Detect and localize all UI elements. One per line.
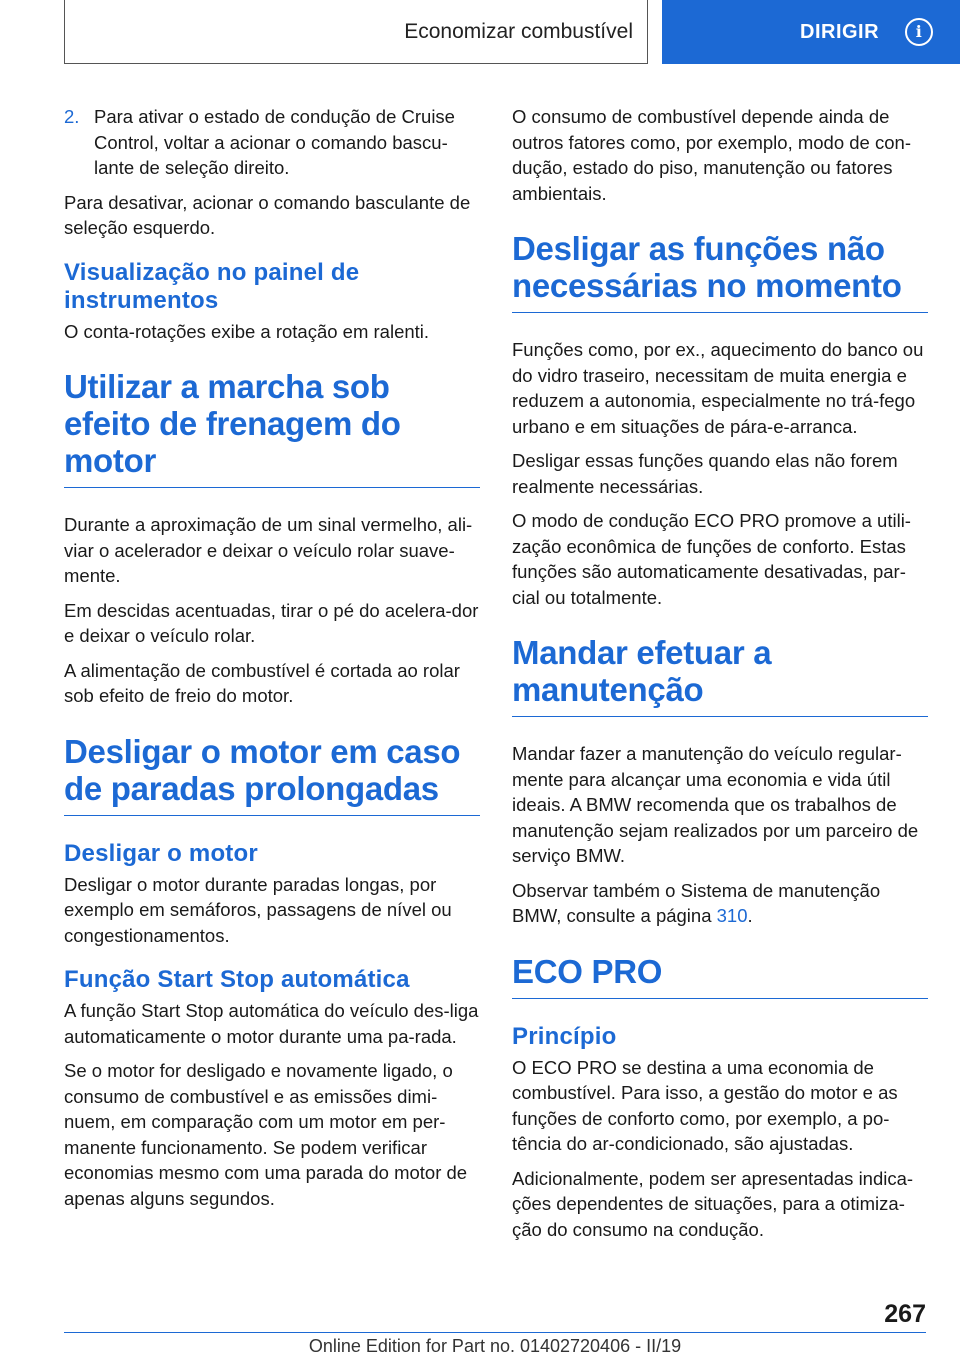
paragraph: Desligar o motor durante paradas longas, por exemplo em semáforos, passagens de nível ou congestionamentos. <box>64 873 452 946</box>
info-icon[interactable]: i <box>905 18 933 46</box>
paragraph: Durante a aproximação de um sinal vermelho, ali-viar o acelerador e deixar o veículo rolar suave-mente. <box>64 514 473 586</box>
heading-desligar-funcoes: Desligar as funções não necessárias no momento <box>512 230 928 313</box>
paragraph: O modo de condução ECO PRO promove a utili-zação econômica de funções de conforto. Estas funções são automaticamente desativadas, par-cial ou totalmente. <box>512 510 911 608</box>
header-section-tab <box>64 0 648 64</box>
list-number: 2. <box>64 106 80 127</box>
paragraph: Funções como, por ex., aquecimento do banco ou do vidro traseiro, necessitam de muita energia e reduzem a autonomia, especialmente no trá-fego urbano e em situações de pára-e-arranca. <box>512 339 924 437</box>
subheading-visualizacao: Visualização no painel de instrumentos <box>64 258 360 314</box>
page-link-310[interactable]: 310 <box>716 905 748 926</box>
heading-manutencao: Mandar efetuar a manutenção <box>512 634 928 717</box>
paragraph: A função Start Stop automática do veículo des-liga automaticamente o motor durante uma pa-rada. <box>64 1000 479 1047</box>
list-text: Para ativar o estado de condução de Cruise Control, voltar a acionar o comando bascu-lante de seleção direito. <box>94 106 455 178</box>
paragraph: A alimentação de combustível é cortada ao rolar sob efeito de freio do motor. <box>64 659 460 706</box>
subheading-principio: Princípio <box>512 1022 617 1050</box>
header-section-title: Economizar combustível <box>404 19 633 43</box>
right-column <box>512 104 928 1251</box>
paragraph: Se o motor for desligado e novamente ligado, o consumo de combustível e as emissões dimi-nuem, em comparação com um motor em per-manente funcionamento. Se podem verificar economias mesmo com uma parada do motor de apenas alguns segundos. <box>64 1060 468 1209</box>
header-chapter-title: DIRIGIR <box>800 20 880 43</box>
heading-marcha-frenagem: Utilizar a marcha sob efeito de frenagem do motor <box>64 368 480 488</box>
paragraph: Em descidas acentuadas, tirar o pé do acelera-dor e deixar o veículo rolar. <box>64 599 479 646</box>
paragraph: Mandar fazer a manutenção do veículo regular-mente para alcançar uma economia e vida útil ideais. A BMW recomenda que os trabalhos de manutenção sejam realizados por um parceiro de serviço BMW. <box>512 743 919 866</box>
footer-edition: Online Edition for Part no. 01402720406 - II/19 <box>308 1336 682 1356</box>
paragraph: O consumo de combustível depende ainda de outros fatores como, por exemplo, modo de con-dução, estado do piso, manutenção ou fatores ambientais. <box>512 106 911 204</box>
heading-eco-pro: ECO PRO <box>512 953 928 999</box>
list-item <box>64 104 480 181</box>
left-column <box>64 104 480 1220</box>
paragraph: Desligar essas funções quando elas não forem realmente necessárias. <box>512 450 898 497</box>
heading-paradas-prolongadas: Desligar o motor em caso de paradas prolongadas <box>64 733 480 816</box>
paragraph: O ECO PRO se destina a uma economia de combustível. Para isso, a gestão do motor e as funções de conforto como, por exemplo, a po-tência do ar-condicionado, são ajustadas. <box>512 1056 898 1154</box>
header-chapter-tab[interactable] <box>662 0 960 64</box>
paragraph: Para desativar, acionar o comando basculante de seleção esquerdo. <box>64 191 471 238</box>
paragraph-maintenance-ref: Observar também o Sistema de manutenção BMW, consulte a página 310. <box>512 879 881 926</box>
subheading-start-stop: Função Start Stop automática <box>64 966 410 993</box>
page-number: 267 <box>884 1300 926 1328</box>
paragraph: Adicionalmente, podem ser apresentadas indica-ções dependentes de situações, para a otimiza-ção do consumo na condução. <box>512 1167 914 1240</box>
subheading-desligar-motor: Desligar o motor <box>64 839 258 867</box>
footer-divider <box>64 1332 926 1333</box>
paragraph: O conta-rotações exibe a rotação em ralenti. <box>64 320 430 342</box>
